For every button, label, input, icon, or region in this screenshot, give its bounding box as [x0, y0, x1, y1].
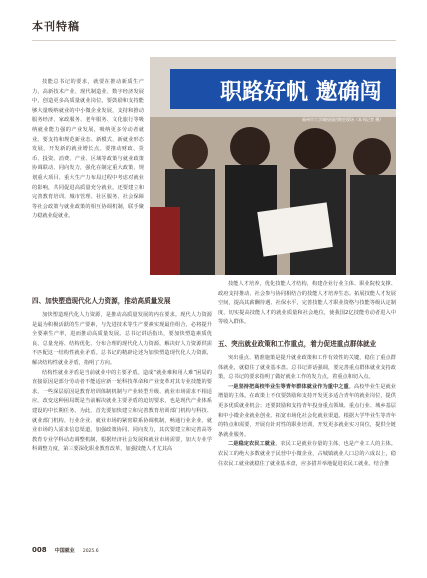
- left-column-text: [32, 78, 144, 222]
- page-footer: [32, 546, 99, 554]
- column-title: 本刊特稿: [32, 20, 80, 33]
- paragraph: [218, 440, 396, 469]
- page-header: [0, 0, 427, 46]
- header-divider: [32, 40, 396, 41]
- photo-illustration: [150, 57, 396, 275]
- subheading-1: 一是坚持把高校毕业生等青年群体就业作为重中之重: [228, 383, 349, 390]
- photo-caption: 福州市大学城校园招聘会现场（本刊记者 摄）: [302, 117, 384, 122]
- subheading-1-text: 。高校毕业生是就业增量的主体。在政策上不仅要鼓励和支持开发更多适合青年的就业岗位，提供更多优质就业机会；还要鼓励和支持青年投身重点领域、重点行业、城乡基层和中小微企业就业创业。拓宽市场化社会化就业渠道。根据大学毕业生等青年的特点和需要，开展有针对性的职业培训，开发更多就业实习岗位，提供全链条就业服务。: [218, 383, 396, 438]
- page-number: 008: [32, 546, 47, 554]
- section-4: [32, 295, 212, 455]
- magazine-name: 中国就业: [54, 548, 75, 554]
- subheading-2: 二是稳定农民工就业: [228, 441, 276, 448]
- section-4-title: 四、加快塑造现代化人力资源，推动高质量发展: [32, 297, 171, 305]
- section-5-title: 五、突出就业政策和工作重点，着力促进重点群体就业: [218, 339, 377, 348]
- subheading-2-text: 。农民工是就业存量的主体，也是产业工人的主体。农民工的绝大多数就业于民营中小微企业，占城镇就业人口总的六成以上，稳住农民工就业就稳住了就业基本盘，应多措并举地促进农民工就业。结合推: [218, 441, 396, 467]
- event-photo: [150, 57, 396, 275]
- paragraph: 技能人才培养，优化技能人才结构，构建企业行业主体、职业院校支撑、政府支持推动、社会参与协同相结合的技能人才培养生态。拓展技能人才发展空间，提高其薪酬待遇、社保水平，完善技能人才职业资格与技能等级认定制度，切实提高技能人才的就业质量和社会地位，使我国2亿技能劳动者进入中等收入群体。: [218, 281, 396, 326]
- banner-text: 职路好帆 邀确闯: [220, 80, 382, 105]
- paragraph: 结构性就业矛盾是当前就业中的主要矛盾。造成“就业难和用人难”困局的直接原因是部分劳动者不能适应新一轮科技革命和产业变革对其专业技能的要求，一些深层原因是教育培训体制机制与产业转型升级、就业市场需求不相适应。改变这种困局既是当前解决就业主要矛盾的迫切要求，也是现代产业体系建设的中长期任务。为此，首先要加快建立和完善教育培训部门机构与科技、就业部门机构、行业企业、就业市场的紧密联系协调机制，畅通行业企业、就业市场的人需求信息渠道，加强政策协同、同向发力，其次要建立和完善高等教育专业学科动态调整机制，根据经济社会发展和就业市场需要，加大专业学科调整力度，第三要深化职业教育改革，加强技能人才尤其高: [32, 369, 212, 453]
- paragraph: 技能总书记的要求，就要在推动新质生产力、高新技术产业、现代制造业、数字经济发展中，创造更多高质量就业岗位。要鼓励和支持能够大量吸纳就业的中小微企业发展，支持和推动服务经济、家政服务、老年服务、文化旅行等吸纳就业能力强的产业发展，吸纳更多劳动者就业。要支持和规范新业态、新模式、新就业形态发展，开发新的就业增长点。要推动财政、货币、投资、消费、产业、区域等政策与就业政策协调联动、同向发力，强化在制定重大政策、规划重大项目、重大生产力布局过程中考虑对就业的影响，共同促进高质量充分就业。还要建立和完善教育培训、城市管理、社区服务、社会保障等社会政策与就业政策的相互协调机制，联手聚力稳就业促就业。: [32, 79, 144, 220]
- paragraph: 加快塑造现代化人力资源，是推动高质量发展的内在要求。现代人力资源是最为积极活跃的生产要素，与先进技术等生产要素实现最佳组合，必将提升全要素生产率，进而推动高质量发展。总书记讲话指出，要加快塑造素质优良、总量充裕、结构优化、分布合理的现代化人力资源，解决好人力资源供需不匹配这一结构性就业矛盾。总书记的精辟论述为加快塑造现代化人力资源，解决结构性就业矛盾，指明了方向。: [32, 312, 212, 366]
- paragraph: 突出重点、精准施策是提升就业政策和工作有效性的关键，稳住了重点群体就业，就稳住了就业基本盘。总书记讲话强调，要完善重点群体就业支持政策。总书记的要求指明了做好就业工作的发力点，着重点和切入点。: [218, 354, 396, 381]
- paragraph: [218, 383, 396, 441]
- issue-number: 2025.6: [82, 549, 99, 554]
- right-column: [218, 280, 396, 469]
